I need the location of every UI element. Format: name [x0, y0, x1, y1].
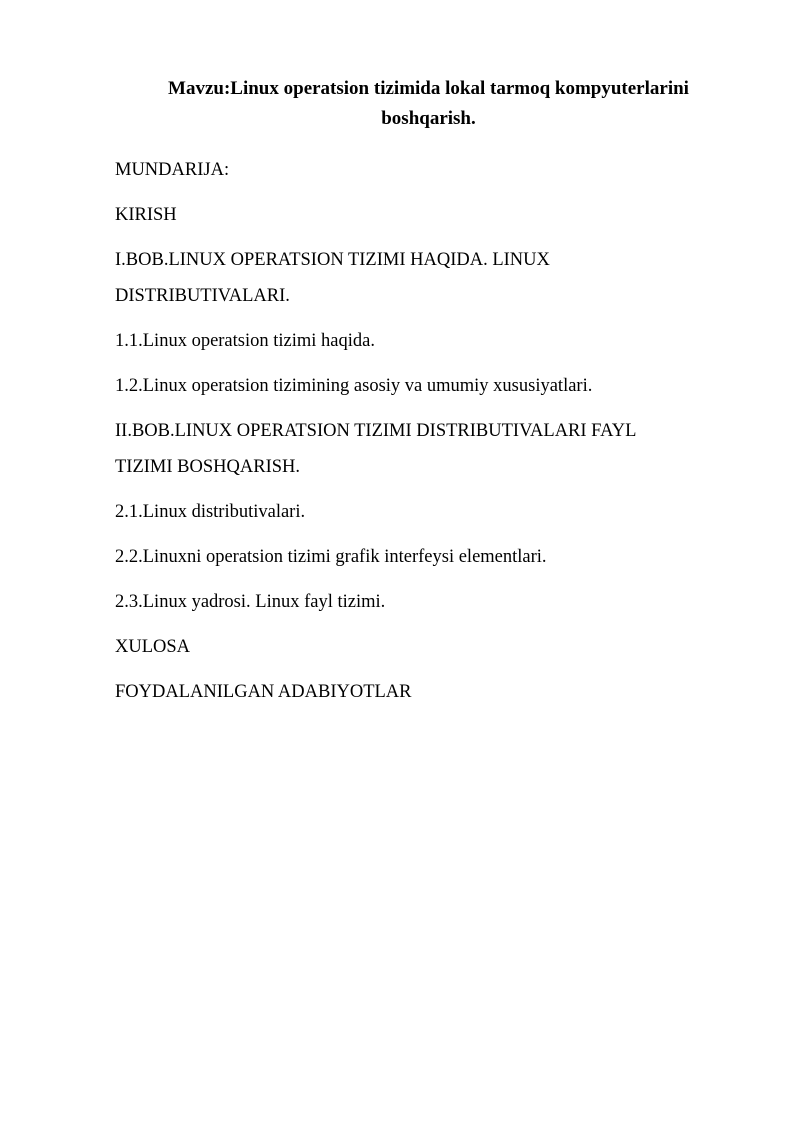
document-title: Mavzu:Linux operatsion tizimida lokal tarmoq kompyuterlarini boshqarish. [168, 78, 689, 129]
toc-item-chapter1-line2: DISTRIBUTIVALARI. [115, 286, 290, 306]
toc-item-section-2-3: 2.3.Linux yadrosi. Linux fayl tizimi. [115, 592, 386, 612]
toc-item-chapter1-line1: I.BOB.LINUX OPERATSION TIZIMI HAQIDA. LINUX [115, 250, 550, 270]
toc-item-references: FOYDALANILGAN ADABIYOTLAR [115, 682, 412, 702]
toc-item-chapter2-line1: II.BOB.LINUX OPERATSION TIZIMI DISTRIBUTIVALARI FAYL [115, 421, 637, 441]
toc-item-conclusion: XULOSA [115, 637, 191, 657]
toc-item-section-2-1: 2.1.Linux distributivalari. [115, 502, 306, 522]
toc-item-intro: KIRISH [115, 205, 177, 225]
toc-item-section-1-2: 1.2.Linux operatsion tizimining asosiy va umumiy xususiyatlari. [115, 376, 593, 396]
toc-item-section-2-2: 2.2.Linuxni operatsion tizimi grafik interfeysi elementlari. [115, 547, 547, 567]
toc-item-section-1-1: 1.1.Linux operatsion tizimi haqida. [115, 331, 375, 351]
toc-item-chapter2-line2: TIZIMI BOSHQARISH. [115, 457, 300, 477]
contents-heading: MUNDARIJA: [115, 160, 230, 180]
